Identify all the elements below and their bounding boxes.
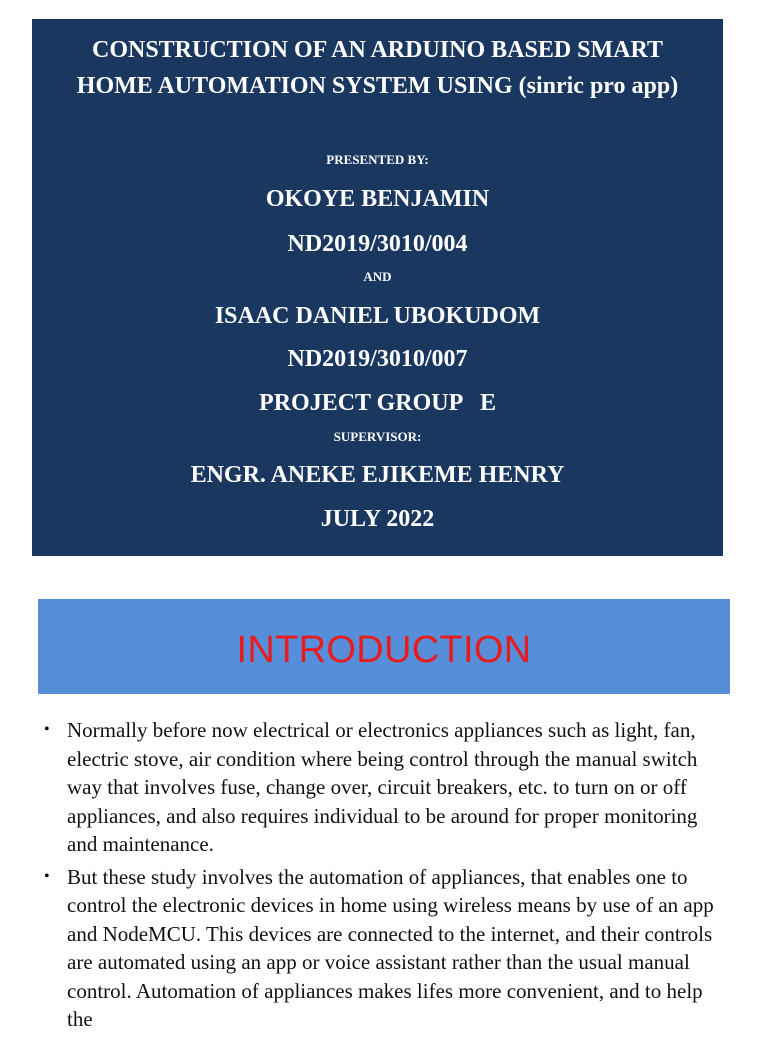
title-slide bbox=[32, 19, 723, 556]
presenter2-id: ND2019/3010/007 bbox=[287, 346, 468, 372]
supervisor-name: ENGR. ANEKE EJIKEME HENRY bbox=[190, 462, 565, 488]
presenter1-id: ND2019/3010/004 bbox=[287, 231, 468, 257]
list-item bbox=[0, 716, 768, 859]
bullet-text: Normally before now electrical or electronics appliances such as light, fan, electric stove, air condition where being control through the manual switch way that involves fuse, change over, circuit breakers, etc. to turn on or off appliances, and also requires individual to be around for proper monitoring and maintenance. bbox=[67, 718, 698, 856]
supervisor-label: SUPERVISOR: bbox=[333, 429, 422, 444]
and-label: AND bbox=[363, 269, 392, 284]
introduction-bullets bbox=[0, 716, 768, 1038]
bullet-icon: • bbox=[44, 867, 50, 885]
title-line-2: HOME AUTOMATION SYSTEM USING (sinric pro app) bbox=[76, 73, 679, 99]
presenter1-name: OKOYE BENJAMIN bbox=[265, 186, 490, 212]
introduction-heading: INTRODUCTION bbox=[236, 629, 532, 671]
presentation-title bbox=[32, 32, 723, 104]
bullet-text: But these study involves the automation of appliances, that enables one to control the electronic devices in home using wireless means by use of an app and NodeMCU. This devices are connected to the internet, and their controls are automated using an app or voice assistant rather than the usual manual control. Automation of appliances makes lifes more convenient, and to help the bbox=[67, 864, 714, 1031]
project-group: PROJECT GROUP E bbox=[259, 390, 496, 416]
presented-by-label: PRESENTED BY: bbox=[326, 152, 429, 167]
presentation-date: JULY 2022 bbox=[320, 506, 435, 532]
title-line-1: CONSTRUCTION OF AN ARDUINO BASED SMART bbox=[91, 37, 663, 63]
list-item bbox=[0, 863, 768, 1034]
presenter2-name: ISAAC DANIEL UBOKUDOM bbox=[214, 303, 541, 329]
introduction-banner bbox=[38, 599, 730, 694]
bullet-icon: • bbox=[44, 721, 50, 738]
